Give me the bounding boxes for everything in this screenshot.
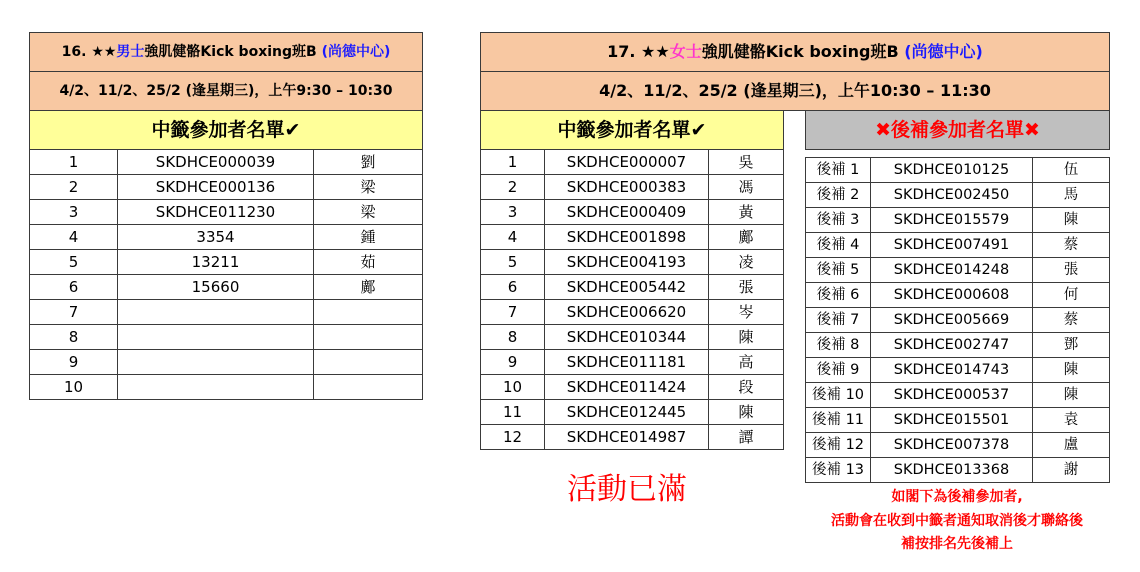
cell-name: 鄺	[314, 275, 423, 300]
cell-id: SKDHCE007491	[871, 233, 1033, 258]
cell-id: SKDHCE000383	[545, 175, 709, 200]
waitlist-note-line-1: 如閣下為後補參加者,	[891, 489, 1023, 505]
table-row	[806, 283, 1110, 308]
column-gap	[784, 275, 806, 300]
cell-id: SKDHCE011230	[118, 200, 314, 225]
class17-title-gender: 女士	[669, 42, 702, 61]
cell-no: 1	[30, 150, 118, 175]
cell-id: SKDHCE004193	[545, 250, 709, 275]
cell-id: SKDHCE001898	[545, 225, 709, 250]
cell-no: 8	[481, 325, 545, 350]
cell-id	[118, 300, 314, 325]
cell-id: 3354	[118, 225, 314, 250]
table-row	[806, 433, 1110, 458]
table-row	[30, 325, 423, 350]
table-row	[806, 158, 1110, 183]
cell-no: 5	[30, 250, 118, 275]
class16-title	[30, 33, 423, 72]
class17-waitlist-heading-text: ✖後補參加者名單✖	[875, 119, 1040, 141]
table-row	[806, 208, 1110, 233]
waitlist-note-line-2: 活動會在收到中籤者通知取消後才聯絡後	[831, 513, 1083, 529]
cell-id: SKDHCE002450	[871, 183, 1033, 208]
table-row	[30, 350, 423, 375]
cell-name	[314, 375, 423, 400]
full-notice: 活動已滿	[567, 472, 687, 507]
cell-id: SKDHCE005669	[871, 308, 1033, 333]
cell-no: 4	[30, 225, 118, 250]
cell-id: 13211	[118, 250, 314, 275]
cell-id: SKDHCE015579	[871, 208, 1033, 233]
class17-schedule: 4/2、11/2、25/2 (逢星期三)，上午10:30 – 11:30	[481, 72, 1110, 111]
table-row	[30, 150, 423, 175]
cell-name: 黃	[709, 200, 784, 225]
table-row	[806, 333, 1110, 358]
class16-title-gender: 男士	[116, 44, 145, 60]
column-gap	[784, 225, 806, 250]
cell-id: SKDHCE000537	[871, 383, 1033, 408]
cell-name: 袁	[1033, 408, 1110, 433]
cell-name: 陳	[709, 400, 784, 425]
cell-no: 8	[30, 325, 118, 350]
cell-name: 梁	[314, 200, 423, 225]
cell-name	[314, 350, 423, 375]
class16-schedule: 4/2、11/2、25/2 (逢星期三)，上午9:30 – 10:30	[30, 72, 423, 111]
class16-winners-heading: 中籤參加者名單✔	[30, 111, 423, 150]
cell-no: 12	[481, 425, 545, 450]
column-gap	[784, 250, 806, 275]
cell-no: 後補 11	[806, 408, 871, 433]
column-gap	[784, 325, 806, 350]
class16-table	[29, 32, 423, 400]
cell-id: SKDHCE013368	[871, 458, 1033, 483]
cell-id: SKDHCE007378	[871, 433, 1033, 458]
cell-no: 6	[481, 275, 545, 300]
cell-no: 5	[481, 250, 545, 275]
cell-name: 茹	[314, 250, 423, 275]
class17-title-venue: (尚德中心)	[904, 42, 983, 61]
table-row	[30, 225, 423, 250]
cell-name: 張	[709, 275, 784, 300]
cell-no: 9	[481, 350, 545, 375]
cell-id: SKDHCE006620	[545, 300, 709, 325]
class16-title-prefix: 16. ★★	[61, 44, 117, 60]
column-gap	[784, 425, 806, 450]
cell-no: 4	[481, 225, 545, 250]
column-gap	[784, 150, 806, 175]
cell-name: 高	[709, 350, 784, 375]
column-gap	[784, 175, 806, 200]
column-gap	[784, 200, 806, 225]
cell-name: 陳	[1033, 383, 1110, 408]
table-row	[30, 200, 423, 225]
table-row	[806, 308, 1110, 333]
cell-id: SKDHCE000136	[118, 175, 314, 200]
cell-id	[118, 325, 314, 350]
table-row	[806, 383, 1110, 408]
cell-id: SKDHCE005442	[545, 275, 709, 300]
table-row	[806, 458, 1110, 483]
cell-id: SKDHCE010125	[871, 158, 1033, 183]
cell-no: 11	[481, 400, 545, 425]
cell-no: 後補 6	[806, 283, 871, 308]
cell-no: 後補 10	[806, 383, 871, 408]
cell-id: SKDHCE000039	[118, 150, 314, 175]
class16-title-venue: (尚德中心)	[321, 44, 391, 60]
table-row	[806, 358, 1110, 383]
cell-no: 2	[30, 175, 118, 200]
table-row	[806, 408, 1110, 433]
cell-id: SKDHCE012445	[545, 400, 709, 425]
class17-title	[481, 33, 1110, 72]
table-row	[806, 183, 1110, 208]
cell-id: SKDHCE000007	[545, 150, 709, 175]
cell-name: 凌	[709, 250, 784, 275]
cell-name: 蔡	[1033, 233, 1110, 258]
table-row	[30, 375, 423, 400]
cell-name: 何	[1033, 283, 1110, 308]
cell-id: SKDHCE015501	[871, 408, 1033, 433]
cell-id: SKDHCE014987	[545, 425, 709, 450]
cell-name: 馬	[1033, 183, 1110, 208]
cell-name: 鍾	[314, 225, 423, 250]
cell-no: 後補 3	[806, 208, 871, 233]
table-row	[806, 258, 1110, 283]
column-gap	[784, 350, 806, 375]
class17-waitlist-heading	[806, 111, 1110, 150]
cell-no: 1	[481, 150, 545, 175]
table-row	[30, 250, 423, 275]
cell-id: 15660	[118, 275, 314, 300]
cell-id: SKDHCE000409	[545, 200, 709, 225]
cell-name: 張	[1033, 258, 1110, 283]
cell-no: 後補 7	[806, 308, 871, 333]
cell-name: 謝	[1033, 458, 1110, 483]
class17-waitlist-table	[805, 157, 1110, 483]
class16-title-main: 強肌健骼Kick boxing班B	[144, 44, 317, 60]
cell-no: 後補 12	[806, 433, 871, 458]
table-row	[30, 300, 423, 325]
column-gap	[784, 375, 806, 400]
table-row	[30, 175, 423, 200]
cell-name: 梁	[314, 175, 423, 200]
cell-id: SKDHCE011181	[545, 350, 709, 375]
cell-no: 後補 2	[806, 183, 871, 208]
cell-name: 劉	[314, 150, 423, 175]
waitlist-note-line-3: 補按排名先後補上	[901, 536, 1013, 552]
cell-id: SKDHCE014743	[871, 358, 1033, 383]
cell-no: 6	[30, 275, 118, 300]
cell-no: 後補 1	[806, 158, 871, 183]
cell-name: 岑	[709, 300, 784, 325]
table-row	[806, 233, 1110, 258]
class17-winners-heading: 中籤參加者名單✔	[481, 111, 784, 150]
cell-no: 後補 13	[806, 458, 871, 483]
cell-name	[314, 300, 423, 325]
cell-no: 7	[30, 300, 118, 325]
cell-no: 後補 8	[806, 333, 871, 358]
cell-name	[314, 325, 423, 350]
cell-name: 陳	[1033, 358, 1110, 383]
cell-no: 2	[481, 175, 545, 200]
cell-name: 伍	[1033, 158, 1110, 183]
cell-id: SKDHCE010344	[545, 325, 709, 350]
cell-id	[118, 350, 314, 375]
cell-id: SKDHCE011424	[545, 375, 709, 400]
cell-name: 鄺	[709, 225, 784, 250]
table-row	[30, 275, 423, 300]
cell-no: 後補 4	[806, 233, 871, 258]
cell-name: 陳	[709, 325, 784, 350]
cell-name: 馮	[709, 175, 784, 200]
cell-no: 10	[481, 375, 545, 400]
cell-name: 陳	[1033, 208, 1110, 233]
class17-title-main: 強肌健骼Kick boxing班B	[701, 42, 899, 61]
cell-no: 10	[30, 375, 118, 400]
cell-no: 9	[30, 350, 118, 375]
cell-name: 譚	[709, 425, 784, 450]
cell-no: 3	[481, 200, 545, 225]
cell-id: SKDHCE002747	[871, 333, 1033, 358]
cell-no: 後補 5	[806, 258, 871, 283]
class17-title-prefix: 17. ★★	[607, 42, 670, 61]
cell-no: 7	[481, 300, 545, 325]
cell-name: 鄧	[1033, 333, 1110, 358]
cell-name: 段	[709, 375, 784, 400]
cell-id: SKDHCE014248	[871, 258, 1033, 283]
cell-name: 盧	[1033, 433, 1110, 458]
cell-no: 3	[30, 200, 118, 225]
cell-name: 蔡	[1033, 308, 1110, 333]
column-gap	[784, 111, 806, 150]
cell-no: 後補 9	[806, 358, 871, 383]
cell-id	[118, 375, 314, 400]
column-gap	[784, 300, 806, 325]
cell-id: SKDHCE000608	[871, 283, 1033, 308]
column-gap	[784, 400, 806, 425]
cell-name: 吳	[709, 150, 784, 175]
